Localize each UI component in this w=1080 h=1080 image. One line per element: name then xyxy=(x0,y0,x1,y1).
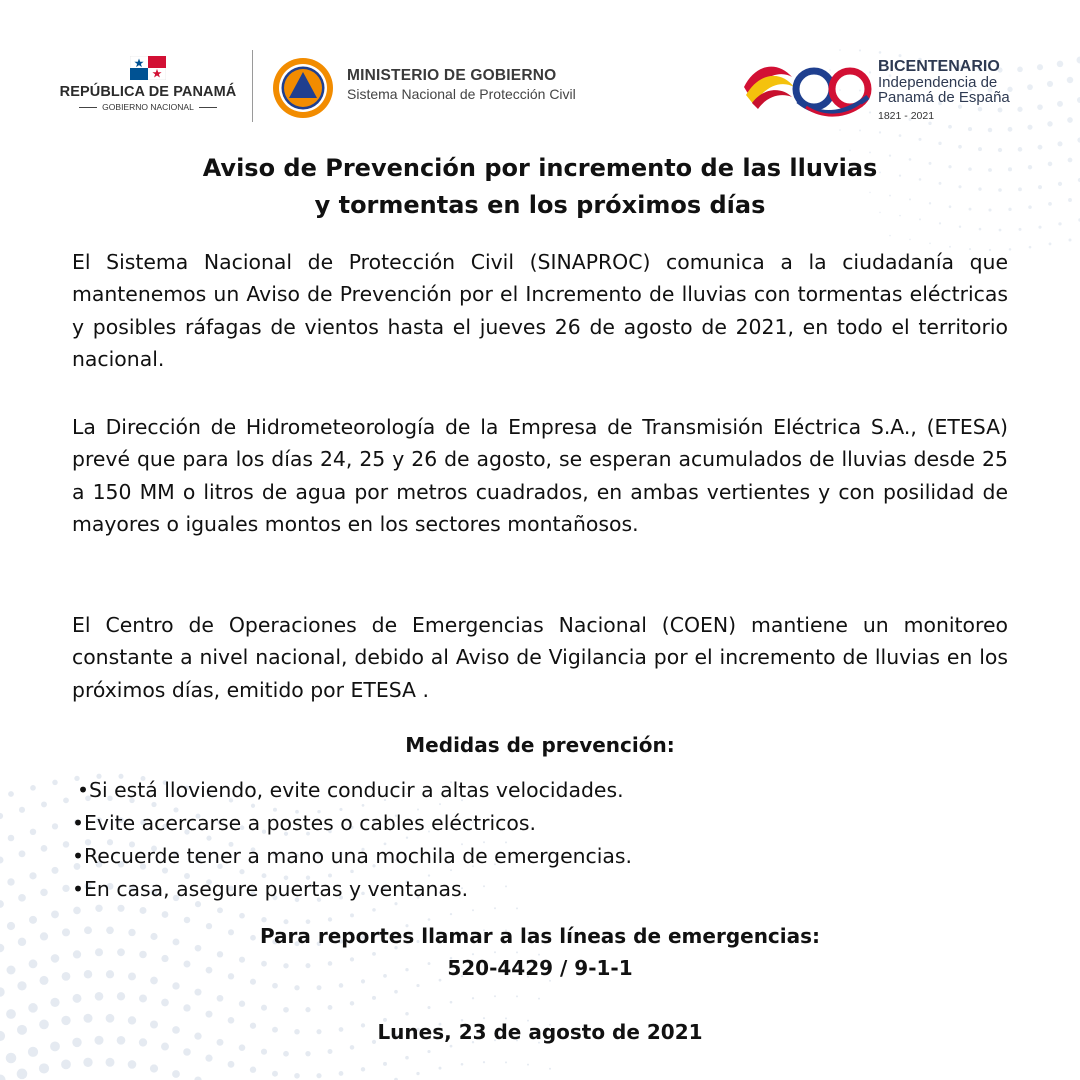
bicentennial-ribbon-icon xyxy=(742,57,876,121)
notice-title xyxy=(100,150,980,224)
paragraph-sinaproc: El Sistema Nacional de Protección Civil (SINAPROC) comunica a la ciudadanía que mantenemos un Aviso de Prevención por el Incremento de lluvias con tormentas eléctricas y posibles ráfagas de vientos hasta el jueves 26 de agosto de 2021, en todo el territorio nacional. xyxy=(72,250,1008,371)
bicentennial-line1: Independencia de xyxy=(878,74,998,91)
measures-heading: Medidas de prevención: xyxy=(405,733,675,757)
list-item: •Evite acercarse a postes o cables eléctricos. xyxy=(72,811,536,835)
bicentennial-line2: Panamá de España xyxy=(878,89,1010,106)
notice-title-line1: Aviso de Prevención por incremento de las lluvias xyxy=(202,154,878,182)
ministry-subtitle: Sistema Nacional de Protección Civil xyxy=(347,86,576,102)
list-item: •Si está lloviendo, evite conducir a altas velocidades. xyxy=(77,778,624,802)
republic-subtitle-text: GOBIERNO NACIONAL xyxy=(102,102,194,112)
bicentennial-years: 1821 - 2021 xyxy=(878,110,935,122)
bicentennial-title: BICENTENARIO xyxy=(878,58,1000,75)
ministry-title: MINISTERIO DE GOBIERNO xyxy=(347,67,557,84)
list-item: •En casa, asegure puertas y ventanas. xyxy=(72,877,469,901)
header-divider xyxy=(252,50,253,122)
measures-list xyxy=(72,774,1008,906)
list-item: •Recuerde tener a mano una mochila de emergencias. xyxy=(72,844,633,868)
report-label: Para reportes llamar a las líneas de emergencias: xyxy=(259,924,821,948)
panama-flag-icon xyxy=(130,56,166,80)
paragraph-etesa: La Dirección de Hidrometeorología de la Empresa de Transmisión Eléctrica S.A., (ETESA) prevé que para los días 24, 25 y 26 de agosto, se esperan acumulados de lluvias desde 25 a 150 MM o litros de agua por metros cuadrados, en ambas vertientes y con posilidad de mayores o iguales montos en los sectores montañosos. xyxy=(72,415,1008,536)
bicentennial-logo-text xyxy=(878,59,1010,122)
ministry-block xyxy=(347,67,576,102)
republic-logo xyxy=(58,56,238,112)
emergency-phones: 520-4429 / 9-1-1 xyxy=(447,956,633,980)
republic-name: REPÚBLICA DE PANAMÁ xyxy=(59,84,237,100)
publication-date: Lunes, 23 de agosto de 2021 xyxy=(377,1020,703,1044)
paragraph-coen: El Centro de Operaciones de Emergencias Nacional (COEN) mantiene un monitoreo constante a nivel nacional, debido al Aviso de Vigilancia por el incremento de lluvias en los próximos días, emitido por ETESA . xyxy=(72,613,1008,702)
republic-subtitle xyxy=(58,102,238,112)
civil-protection-seal-icon xyxy=(272,57,334,119)
notice-title-line2: y tormentas en los próximos días xyxy=(314,191,766,219)
header xyxy=(0,0,1080,140)
